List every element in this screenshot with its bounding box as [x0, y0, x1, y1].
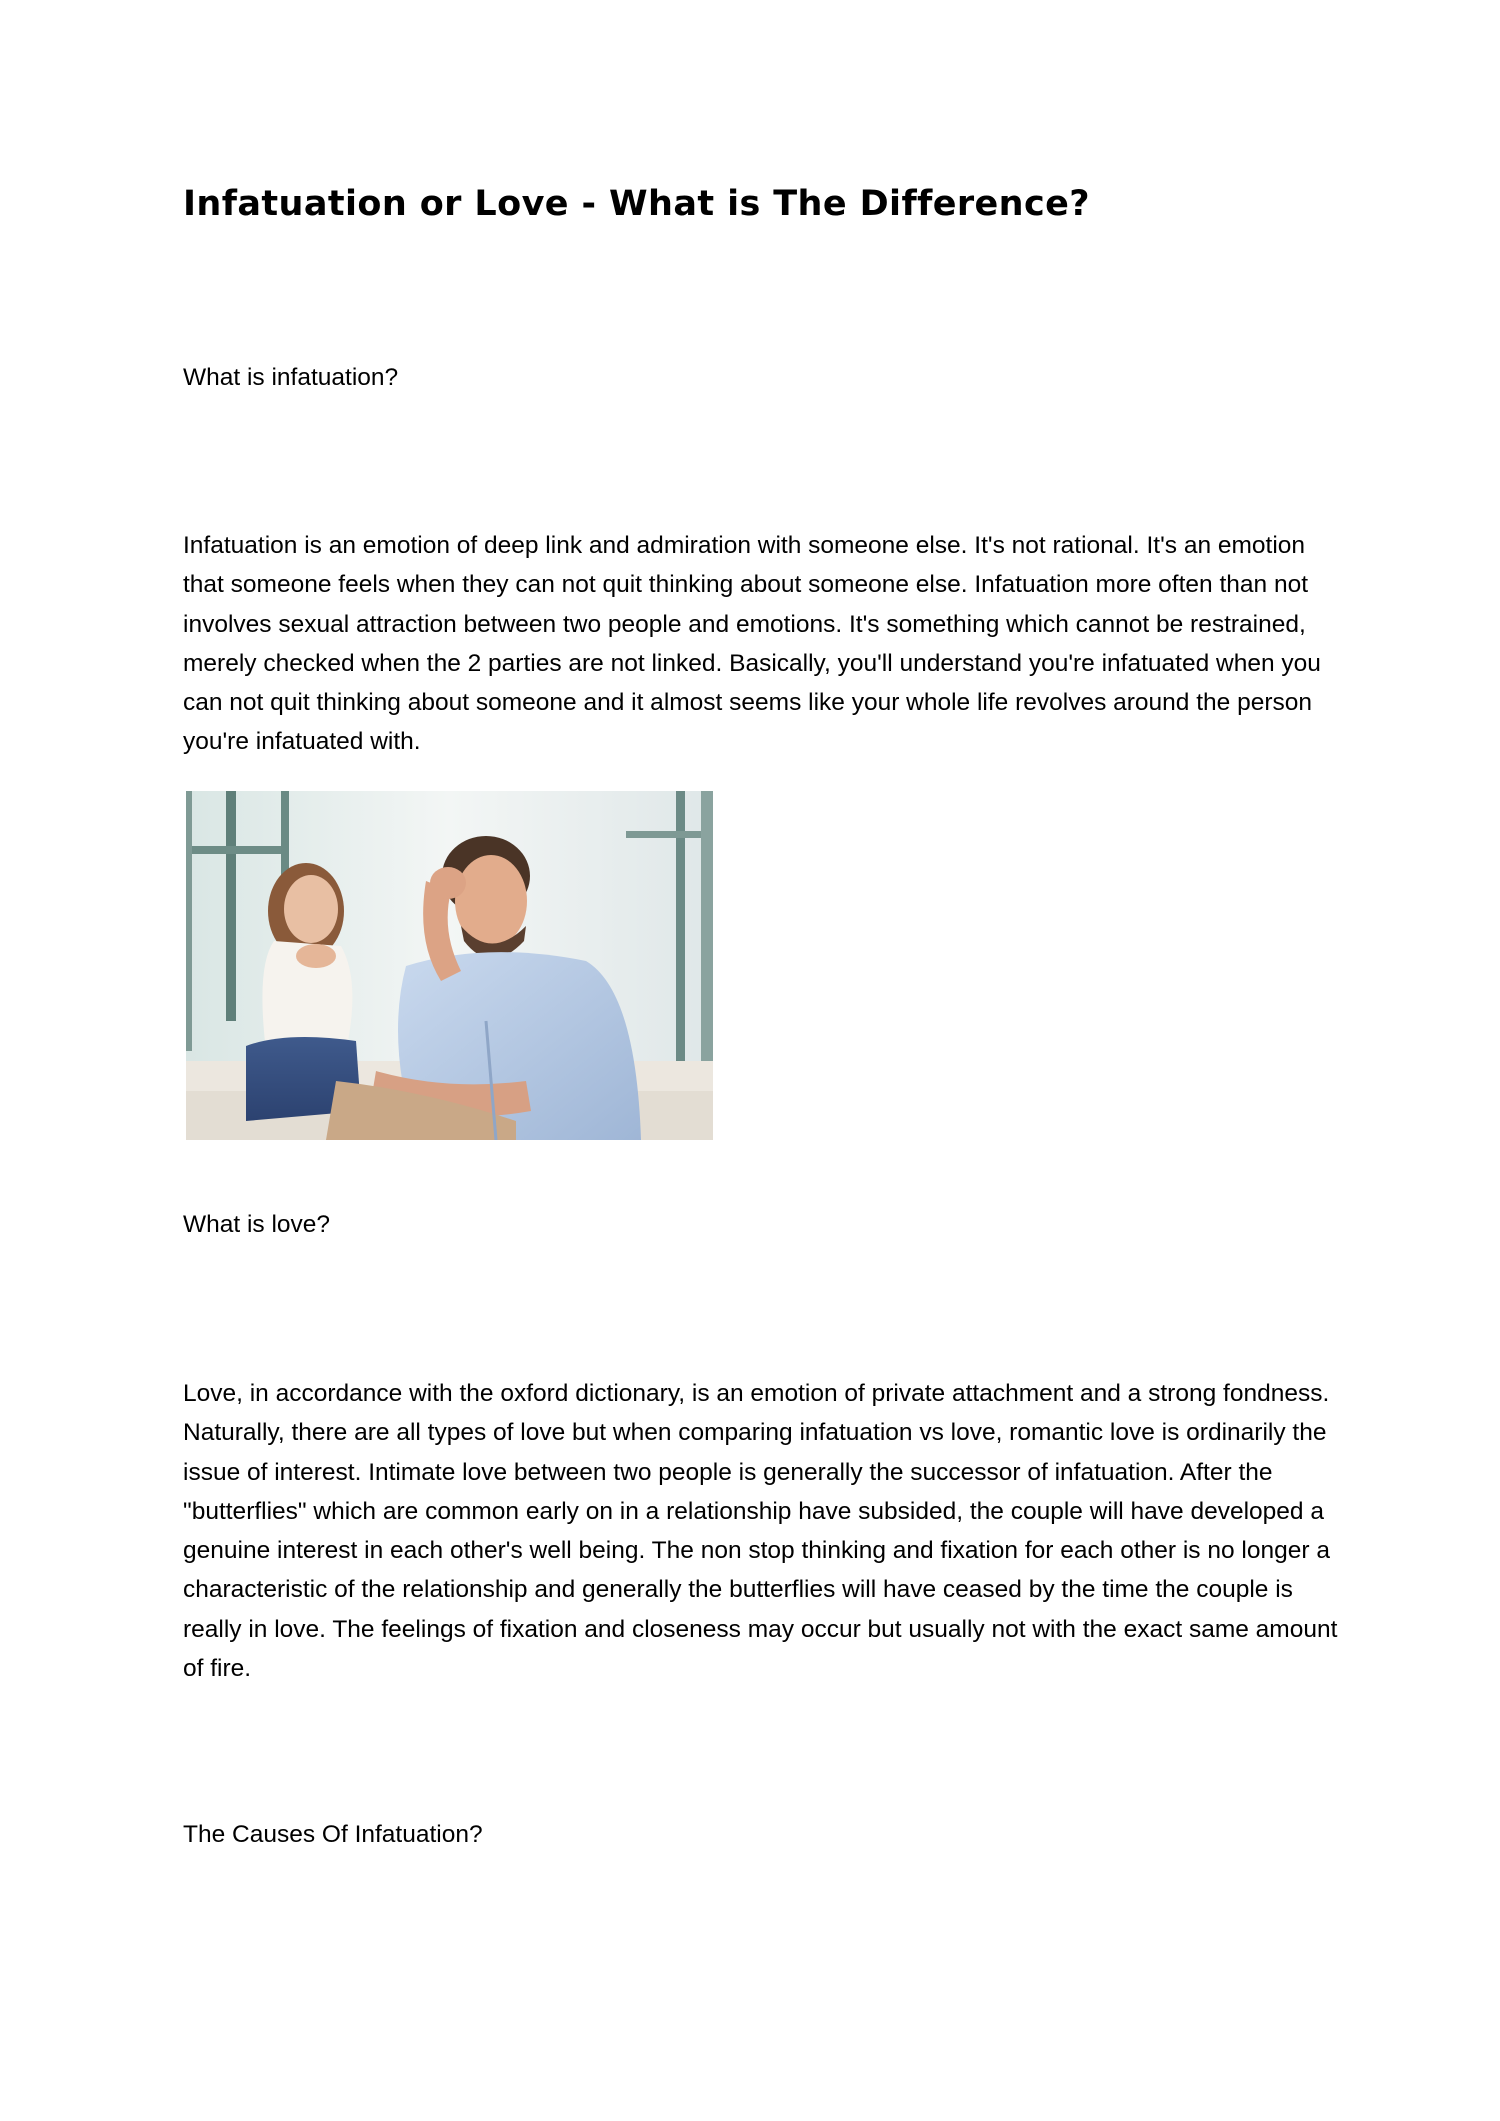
- section-body-infatuation: Infatuation is an emotion of deep link and admiration with someone else. It's not rational. It's an emotion that someone feels when they can not quit thinking about someone else. Infatuation more often than not involves sexual attraction between two people and emotions. It's something which cannot be restrained, merely checked when the 2 parties are not linked. Basically, you'll understand you're infatuated when you can not quit thinking about someone and it almost seems like your whole life revolves around the person you're infatuated with.: [183, 532, 1321, 756]
- section-body-love: Love, in accordance with the oxford dictionary, is an emotion of private attachment and a strong fondness. Naturally, there are all types of love but when comparing infatuation vs love, romantic love is ordinarily the issue of interest. Intimate love between two people is generally the successor of infatuation. After the "butterflies" which are common early on in a relationship have subsided, the couple will have developed a genuine interest in each other's well being. The non stop thinking and fixation for each other is no longer a characteristic of the relationship and generally the butterflies will have ceased by the time the couple is really in love. The feelings of fixation and closeness may occur but usually not with the exact same amount of fire.: [183, 1380, 1338, 1683]
- page-title: Infatuation or Love - What is The Difference?: [183, 184, 1090, 224]
- couple-photo-illustration: [186, 791, 713, 1140]
- section-heading-love: What is love?: [183, 1211, 331, 1238]
- section-heading-causes: The Causes Of Infatuation?: [183, 1821, 483, 1848]
- couple-photo: [186, 791, 713, 1140]
- section-heading-infatuation: What is infatuation?: [183, 364, 399, 391]
